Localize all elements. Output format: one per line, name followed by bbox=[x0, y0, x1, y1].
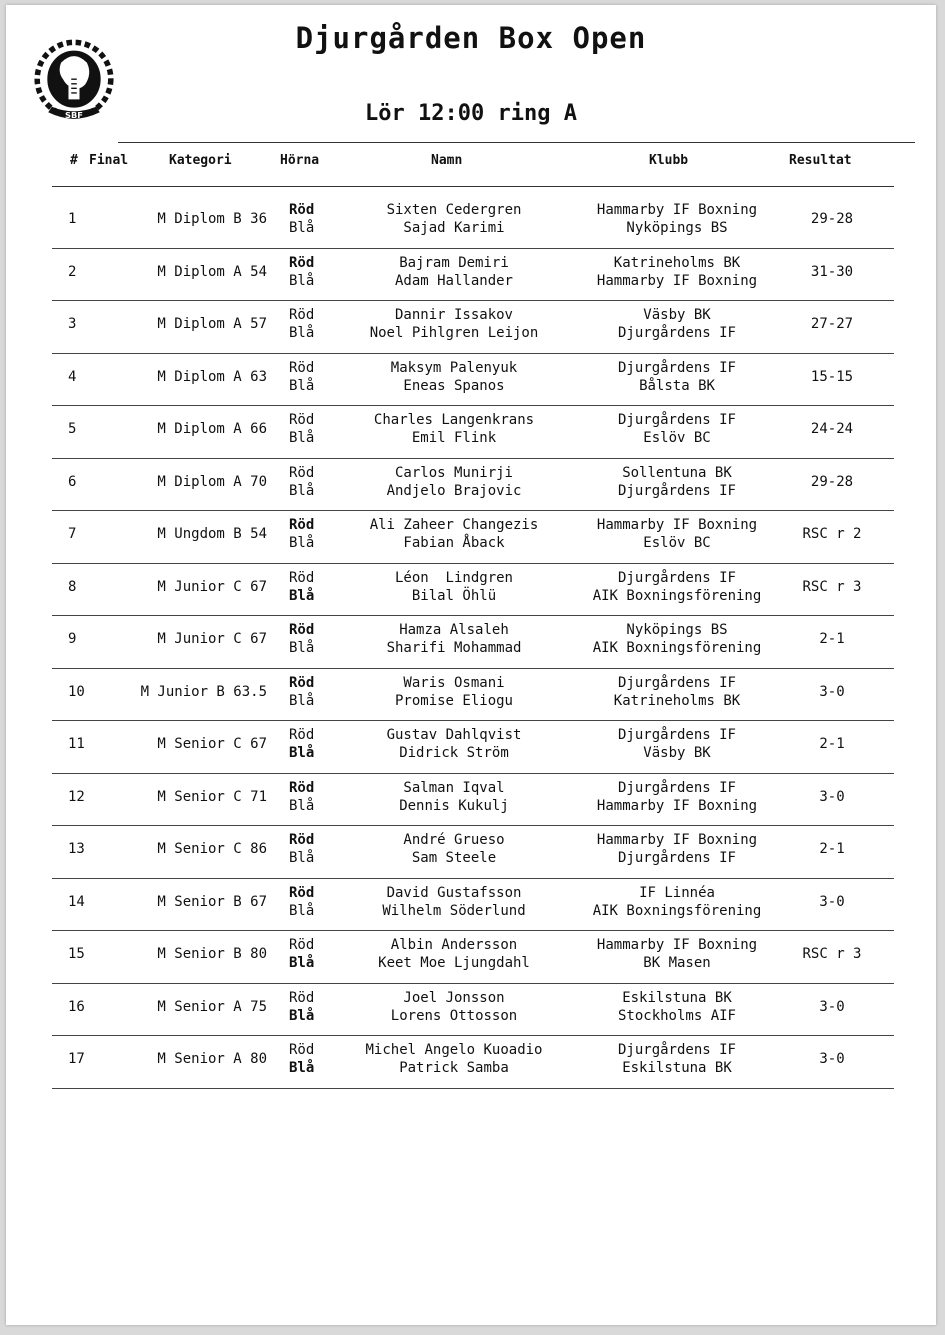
blue-boxer-name: Noel Pihlgren Leijon bbox=[369, 325, 539, 341]
blue-boxer-name: Sharifi Mohammad bbox=[386, 640, 522, 656]
red-boxer-name: Michel Angelo Kuoadio bbox=[365, 1042, 543, 1058]
match-result: 3-0 bbox=[819, 893, 845, 910]
red-boxer-name: David Gustafsson bbox=[386, 884, 522, 901]
match-number: 3 bbox=[68, 316, 77, 332]
blue-boxer-club: Stockholms AIF bbox=[617, 1007, 736, 1024]
red-boxer-club: Djurgårdens IF bbox=[617, 359, 736, 376]
corner-blue-label: Blå bbox=[289, 902, 315, 919]
red-boxer-name: Charles Langenkrans bbox=[373, 412, 535, 428]
corner-red-label: Röd bbox=[289, 412, 315, 428]
blue-boxer-club: Eskilstuna BK bbox=[622, 1060, 732, 1076]
table-row bbox=[52, 616, 894, 669]
corner-red-label: Röd bbox=[289, 727, 315, 743]
red-boxer-club: Djurgårdens IF bbox=[617, 674, 736, 691]
blue-boxer-club: AIK Boxningsförening bbox=[592, 640, 762, 656]
red-boxer-club: Djurgårdens IF bbox=[617, 412, 736, 428]
red-boxer-name: Joel Jonsson bbox=[403, 989, 505, 1006]
table-row bbox=[52, 459, 894, 512]
red-boxer-club: Katrineholms BK bbox=[613, 254, 741, 271]
blue-boxer-name: Fabian Åback bbox=[403, 535, 505, 551]
table-row bbox=[52, 931, 894, 984]
match-number: 17 bbox=[68, 1051, 85, 1067]
col-kategori: Kategori bbox=[169, 153, 232, 168]
corner-blue-label: Blå bbox=[289, 220, 315, 236]
blue-boxer-name: Sam Steele bbox=[411, 850, 497, 866]
match-number: 12 bbox=[68, 788, 85, 805]
red-boxer-name: Hamza Alsaleh bbox=[399, 622, 509, 638]
corner-red-label: Röd bbox=[289, 622, 315, 638]
match-category: M Diplom B 36 bbox=[157, 211, 267, 227]
match-number: 2 bbox=[68, 263, 77, 280]
match-result: 29-28 bbox=[810, 211, 854, 227]
table-row bbox=[52, 1036, 894, 1089]
red-boxer-club: Hammarby IF Boxning bbox=[596, 832, 758, 848]
blue-boxer-club: Djurgårdens IF bbox=[617, 482, 736, 499]
table-row bbox=[52, 564, 894, 617]
match-number: 6 bbox=[68, 473, 77, 490]
red-boxer-club: Nyköpings BS bbox=[626, 622, 728, 638]
blue-boxer-club: Eslöv BC bbox=[643, 535, 711, 551]
match-result: RSC r 3 bbox=[802, 946, 862, 962]
corner-red-label: Röd bbox=[289, 884, 315, 901]
blue-boxer-club: Katrineholms BK bbox=[613, 692, 741, 709]
match-category: M Senior A 75 bbox=[157, 998, 267, 1015]
match-category: M Senior B 67 bbox=[157, 893, 267, 910]
blue-boxer-name: Keet Moe Ljungdahl bbox=[378, 955, 530, 971]
blue-boxer-name: Emil Flink bbox=[411, 430, 497, 446]
red-boxer-name: Ali Zaheer Changezis bbox=[369, 517, 539, 533]
corner-red-label: Röd bbox=[289, 1042, 315, 1058]
corner-red-label: Röd bbox=[289, 202, 315, 218]
table-row bbox=[52, 826, 894, 879]
match-number: 15 bbox=[68, 946, 85, 962]
red-boxer-name: Albin Andersson bbox=[390, 937, 518, 953]
match-category: M Ungdom B 54 bbox=[157, 526, 267, 542]
corner-red-label: Röd bbox=[289, 517, 315, 533]
col-horna: Hörna bbox=[280, 153, 320, 168]
match-result: 29-28 bbox=[810, 473, 854, 490]
match-result: 3-0 bbox=[819, 1051, 845, 1067]
blue-boxer-club: Djurgårdens IF bbox=[617, 850, 736, 866]
match-number: 7 bbox=[68, 526, 77, 542]
red-boxer-name: Carlos Munirji bbox=[394, 464, 513, 481]
red-boxer-club: Sollentuna BK bbox=[622, 464, 732, 481]
blue-boxer-club: Nyköpings BS bbox=[626, 220, 728, 236]
red-boxer-name: Waris Osmani bbox=[403, 674, 505, 691]
corner-red-label: Röd bbox=[289, 674, 315, 691]
match-category: M Senior C 67 bbox=[157, 736, 267, 752]
blue-boxer-name: Andjelo Brajovic bbox=[386, 482, 522, 499]
match-category: M Junior C 67 bbox=[157, 631, 267, 647]
red-boxer-name: Sixten Cedergren bbox=[386, 202, 522, 218]
match-category: M Senior C 71 bbox=[157, 788, 267, 805]
red-boxer-name: Salman Iqval bbox=[403, 779, 505, 796]
match-category: M Senior C 86 bbox=[157, 841, 267, 857]
match-category: M Junior C 67 bbox=[157, 578, 267, 595]
match-result: 2-1 bbox=[819, 841, 845, 857]
corner-red-label: Röd bbox=[289, 359, 315, 376]
red-boxer-club: Djurgårdens IF bbox=[617, 1042, 736, 1058]
table-row bbox=[52, 406, 894, 459]
corner-red-label: Röd bbox=[289, 989, 315, 1006]
corner-blue-label: Blå bbox=[289, 1007, 315, 1024]
match-result: 2-1 bbox=[819, 736, 845, 752]
match-category: M Diplom A 63 bbox=[157, 368, 267, 385]
match-result: 24-24 bbox=[810, 421, 854, 437]
svg-text:SBF: SBF bbox=[65, 109, 83, 120]
table-row bbox=[52, 879, 894, 932]
corner-blue-label: Blå bbox=[289, 482, 315, 499]
col-num: # bbox=[70, 153, 78, 168]
corner-red-label: Röd bbox=[289, 779, 315, 796]
table-row bbox=[52, 721, 894, 774]
match-number: 10 bbox=[68, 683, 85, 700]
blue-boxer-club: Väsby BK bbox=[643, 745, 711, 761]
corner-blue-label: Blå bbox=[289, 430, 315, 446]
corner-blue-label: Blå bbox=[289, 325, 315, 341]
blue-boxer-name: Lorens Ottosson bbox=[390, 1007, 518, 1024]
corner-blue-label: Blå bbox=[289, 272, 315, 289]
header-divider bbox=[118, 142, 915, 143]
red-boxer-name: Maksym Palenyuk bbox=[390, 359, 518, 376]
blue-boxer-club: Djurgårdens IF bbox=[617, 325, 736, 341]
blue-boxer-name: Eneas Spanos bbox=[403, 377, 505, 394]
blue-boxer-name: Dennis Kukulj bbox=[399, 797, 509, 814]
match-result: 3-0 bbox=[819, 998, 845, 1015]
blue-boxer-name: Bilal Öhlü bbox=[411, 587, 497, 604]
blue-boxer-name: Promise Eliogu bbox=[394, 692, 513, 709]
blue-boxer-name: Patrick Samba bbox=[399, 1060, 509, 1076]
match-category: M Senior A 80 bbox=[157, 1051, 267, 1067]
match-number: 16 bbox=[68, 998, 85, 1015]
table-row bbox=[52, 774, 894, 827]
red-boxer-name: Bajram Demiri bbox=[399, 254, 509, 271]
blue-boxer-club: Bålsta BK bbox=[639, 377, 715, 394]
blue-boxer-club: AIK Boxningsförening bbox=[592, 902, 762, 919]
blue-boxer-name: Didrick Ström bbox=[399, 745, 509, 761]
blue-boxer-name: Adam Hallander bbox=[394, 272, 513, 289]
table-header bbox=[52, 151, 894, 187]
match-category: M Diplom A 54 bbox=[157, 263, 267, 280]
match-number: 9 bbox=[68, 631, 77, 647]
corner-blue-label: Blå bbox=[289, 850, 315, 866]
table-row bbox=[52, 301, 894, 354]
match-result: 3-0 bbox=[819, 683, 845, 700]
red-boxer-name: Gustav Dahlqvist bbox=[386, 727, 522, 743]
corner-blue-label: Blå bbox=[289, 377, 315, 394]
table-row bbox=[52, 984, 894, 1037]
match-result: 27-27 bbox=[810, 316, 854, 332]
page-title: Djurgården Box Open bbox=[295, 21, 647, 55]
col-resultat: Resultat bbox=[789, 153, 852, 168]
col-klubb: Klubb bbox=[649, 153, 689, 168]
corner-blue-label: Blå bbox=[289, 1060, 315, 1076]
col-final: Final bbox=[89, 153, 129, 168]
match-category: M Junior B 63.5 bbox=[140, 683, 267, 700]
match-result: 15-15 bbox=[810, 368, 854, 385]
match-table bbox=[52, 196, 894, 1089]
red-boxer-club: Eskilstuna BK bbox=[622, 989, 732, 1006]
match-result: RSC r 3 bbox=[802, 578, 862, 595]
match-category: M Diplom A 66 bbox=[157, 421, 267, 437]
match-result: 2-1 bbox=[819, 631, 845, 647]
blue-boxer-club: AIK Boxningsförening bbox=[592, 587, 762, 604]
match-number: 8 bbox=[68, 578, 77, 595]
match-number: 1 bbox=[68, 211, 77, 227]
blue-boxer-name: Sajad Karimi bbox=[403, 220, 505, 236]
document-page bbox=[6, 5, 936, 1325]
match-number: 11 bbox=[68, 736, 85, 752]
blue-boxer-club: Eslöv BC bbox=[643, 430, 711, 446]
red-boxer-club: Väsby BK bbox=[643, 307, 711, 323]
red-boxer-club: Hammarby IF Boxning bbox=[596, 937, 758, 953]
red-boxer-club: Hammarby IF Boxning bbox=[596, 202, 758, 218]
red-boxer-name: Dannir Issakov bbox=[394, 307, 513, 323]
corner-red-label: Röd bbox=[289, 937, 315, 953]
page-subtitle: Lör 12:00 ring A bbox=[365, 101, 577, 126]
blue-boxer-name: Wilhelm Söderlund bbox=[382, 902, 526, 919]
red-boxer-club: Djurgårdens IF bbox=[617, 727, 736, 743]
corner-red-label: Röd bbox=[289, 254, 315, 271]
blue-boxer-club: Hammarby IF Boxning bbox=[596, 272, 758, 289]
table-row bbox=[52, 669, 894, 722]
col-namn: Namn bbox=[431, 153, 463, 168]
corner-blue-label: Blå bbox=[289, 535, 315, 551]
blue-boxer-club: BK Masen bbox=[643, 955, 711, 971]
corner-blue-label: Blå bbox=[289, 640, 315, 656]
table-row bbox=[52, 354, 894, 407]
match-number: 14 bbox=[68, 893, 85, 910]
match-number: 5 bbox=[68, 421, 77, 437]
corner-blue-label: Blå bbox=[289, 587, 315, 604]
red-boxer-club: IF Linnéa bbox=[639, 884, 715, 901]
table-row bbox=[52, 249, 894, 302]
corner-blue-label: Blå bbox=[289, 797, 315, 814]
match-number: 13 bbox=[68, 841, 85, 857]
match-category: M Diplom A 70 bbox=[157, 473, 267, 490]
match-number: 4 bbox=[68, 368, 77, 385]
red-boxer-club: Hammarby IF Boxning bbox=[596, 517, 758, 533]
corner-blue-label: Blå bbox=[289, 955, 315, 971]
red-boxer-name: Léon Lindgren bbox=[394, 569, 513, 586]
corner-red-label: Röd bbox=[289, 569, 315, 586]
corner-red-label: Röd bbox=[289, 307, 315, 323]
red-boxer-club: Djurgårdens IF bbox=[617, 569, 736, 586]
corner-blue-label: Blå bbox=[289, 745, 315, 761]
match-category: M Diplom A 57 bbox=[157, 316, 267, 332]
red-boxer-club: Djurgårdens IF bbox=[617, 779, 736, 796]
corner-red-label: Röd bbox=[289, 832, 315, 848]
table-row bbox=[52, 511, 894, 564]
match-result: RSC r 2 bbox=[802, 526, 862, 542]
match-result: 31-30 bbox=[810, 263, 854, 280]
corner-red-label: Röd bbox=[289, 464, 315, 481]
match-category: M Senior B 80 bbox=[157, 946, 267, 962]
blue-boxer-club: Hammarby IF Boxning bbox=[596, 797, 758, 814]
red-boxer-name: André Grueso bbox=[403, 832, 505, 848]
match-result: 3-0 bbox=[819, 788, 845, 805]
corner-blue-label: Blå bbox=[289, 692, 315, 709]
table-row bbox=[52, 196, 894, 249]
